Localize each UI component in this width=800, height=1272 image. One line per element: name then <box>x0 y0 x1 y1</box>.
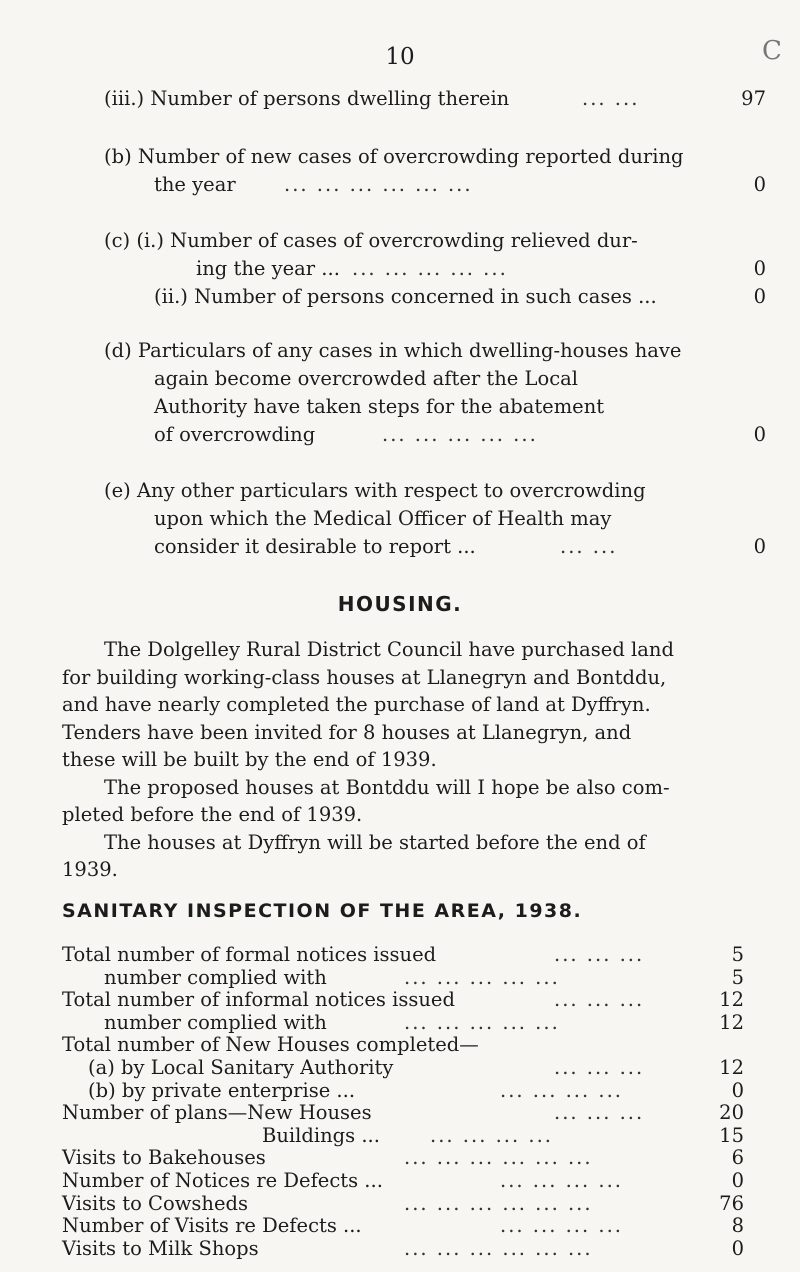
sanitary-row-dots: ... ... ... <box>554 988 645 1012</box>
housing-p1-l3: and have nearly completed the purchase of land at Dyffryn. <box>62 693 651 716</box>
sanitary-row-label: Number of Visits re Defects ... <box>62 1214 362 1238</box>
item-d-line2: again become overcrowded after the Local <box>154 367 578 390</box>
item-b-dots: ... ... ... ... ... ... <box>284 173 473 196</box>
item-c-i-line2: ing the year ... <box>196 257 340 280</box>
item-b-line1: (b) Number of new cases of overcrowding reported during <box>104 145 684 168</box>
sanitary-row-value: 76 <box>719 1191 744 1215</box>
sanitary-row-dots: ... ... ... ... ... <box>404 1010 560 1034</box>
sanitary-row-value: 12 <box>719 1056 744 1079</box>
housing-p1-l5: these will be built by the end of 1939. <box>62 748 437 771</box>
sanitary-row-value: 0 <box>731 1169 744 1192</box>
housing-p2-l2: pleted before the end of 1939. <box>62 803 363 826</box>
item-e-dots: ... ... <box>560 535 618 558</box>
item-iii-value: 97 <box>741 87 766 110</box>
sanitary-row-dots: ... ... ... ... <box>500 1169 623 1192</box>
sanitary-row-value: 0 <box>731 1236 744 1260</box>
sanitary-row-label: (b) by private enterprise ... <box>88 1078 356 1102</box>
housing-p1-l4: Tenders have been invited for 8 houses at Llanegryn, and <box>62 720 632 744</box>
sanitary-row-dots: ... ... ... <box>554 1056 645 1079</box>
item-e-line2: upon which the Medical Officer of Health may <box>154 507 612 530</box>
sanitary-row-dots: ... ... ... ... ... ... <box>404 1236 593 1260</box>
item-e-line1: (e) Any other particulars with respect to overcrowding <box>104 479 646 502</box>
item-d-dots: ... ... ... ... ... <box>382 423 538 446</box>
housing-p3-l2: 1939. <box>62 858 118 881</box>
sanitary-row-value: 20 <box>719 1101 744 1125</box>
item-c-i-line1: (c) (i.) Number of cases of overcrowding relieved dur- <box>104 229 638 252</box>
item-d-line3: Authority have taken steps for the abatement <box>154 395 605 418</box>
sanitary-row-dots: ... ... ... ... <box>500 1214 623 1238</box>
housing-p1-l1: The Dolgelley Rural District Council have purchased land <box>104 638 674 661</box>
item-b-line2: the year <box>154 173 236 196</box>
sanitary-row-dots: ... ... ... ... ... ... <box>404 1146 593 1170</box>
sanitary-row-dots: ... ... ... ... ... <box>404 965 560 989</box>
item-iii-label: (iii.) Number of persons dwelling therein <box>104 87 510 110</box>
sanitary-row-dots: ... ... ... ... <box>500 1078 623 1102</box>
item-d-line1: (d) Particulars of any cases in which dwelling-houses have <box>104 339 682 362</box>
sanitary-row-dots: ... ... ... <box>554 943 645 966</box>
sanitary-row-label: number complied with <box>104 1010 327 1034</box>
item-b-value: 0 <box>753 173 766 196</box>
sanitary-row-value: 5 <box>731 965 744 989</box>
sanitary-row-dots: ... ... ... <box>554 1101 645 1125</box>
item-d-line4: of overcrowding <box>154 423 316 446</box>
sanitary-row-dots: ... ... ... ... ... ... <box>404 1191 593 1215</box>
housing-p1-l2: for building working-class houses at Llanegryn and Bontddu, <box>62 665 667 689</box>
sanitary-row-label: Total number of informal notices issued <box>62 988 455 1012</box>
sanitary-row-value: 0 <box>731 1078 744 1102</box>
item-c-ii-value: 0 <box>753 285 766 308</box>
sanitary-row-label: Number of Notices re Defects ... <box>62 1169 383 1192</box>
sanitary-row-value: 12 <box>719 988 744 1012</box>
sanitary-row-label: Total number of formal notices issued <box>62 943 437 966</box>
item-c-i-dots: ... ... ... ... ... <box>352 257 508 280</box>
corner-mark: C <box>762 36 782 66</box>
page-number: 10 <box>385 44 415 70</box>
item-e-value: 0 <box>753 535 766 558</box>
sanitary-row-label: Total number of New Houses completed— <box>62 1033 479 1057</box>
sanitary-row-label: number complied with <box>104 965 327 989</box>
sanitary-row-value: 5 <box>731 943 744 966</box>
sanitary-row-value: 12 <box>719 1010 744 1034</box>
sanitary-row-label: Buildings ... <box>262 1123 380 1147</box>
item-c-ii-label: (ii.) Number of persons concerned in such cases ... <box>154 285 657 308</box>
item-d-value: 0 <box>753 423 766 446</box>
sanitary-heading: SANITARY INSPECTION OF THE AREA, 1938. <box>62 900 583 922</box>
sanitary-row-value: 15 <box>719 1123 744 1147</box>
sanitary-row-label: Visits to Cowsheds <box>62 1191 248 1215</box>
sanitary-row-value: 8 <box>731 1214 744 1238</box>
housing-heading: HOUSING. <box>337 592 463 616</box>
sanitary-row-label: Visits to Bakehouses <box>62 1146 266 1170</box>
sanitary-row-label: (a) by Local Sanitary Authority <box>88 1056 394 1079</box>
housing-p2-l1: The proposed houses at Bontddu will I hope be also com- <box>104 775 670 799</box>
sanitary-row-dots: ... ... ... ... <box>430 1123 553 1147</box>
sanitary-row-value: 6 <box>731 1146 744 1170</box>
item-iii-dots: ... ... <box>582 87 640 110</box>
sanitary-row-label: Number of plans—New Houses <box>62 1101 372 1125</box>
item-e-line3: consider it desirable to report ... <box>154 535 476 558</box>
housing-p3-l1: The houses at Dyffryn will be started before the end of <box>104 830 646 854</box>
item-c-i-value: 0 <box>753 257 766 280</box>
sanitary-row-label: Visits to Milk Shops <box>62 1236 259 1260</box>
